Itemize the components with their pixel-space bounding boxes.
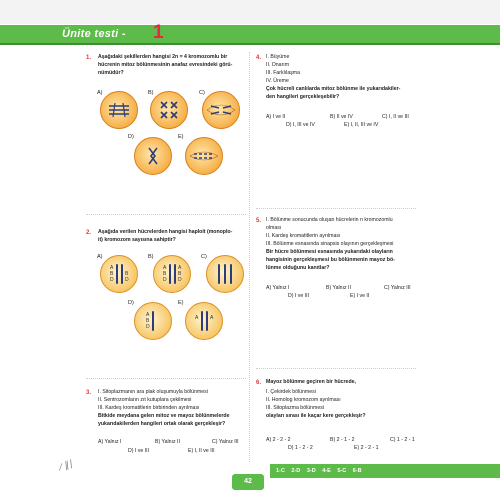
q6-items — [266, 378, 436, 420]
q3-items — [98, 388, 248, 428]
q4-item: III. Farklılaşma — [266, 70, 301, 76]
decorative-mark: ⁄ ∥∣ — [58, 458, 75, 472]
q4-item: II. Onarım — [266, 62, 290, 68]
chromosome — [218, 264, 220, 284]
q6-answer-d[interactable]: D) 1 - 2 - 2 — [288, 445, 313, 451]
gene-letter: A — [195, 315, 199, 321]
chromosome — [169, 264, 171, 284]
q3-item: I. Sitoplazmanın ara plak oluşumuyla bölünmesi — [98, 389, 208, 395]
gene-letter: B — [125, 271, 129, 277]
q5-item: olması — [266, 225, 282, 231]
gene-letter: D — [125, 277, 129, 283]
q1-option-e-label: E) — [178, 134, 184, 140]
q5-question-line: hangisinin gerçekleşmesi bu bölünmenin mayoz bö- — [266, 257, 395, 263]
q6-number: 6. — [256, 380, 262, 386]
q5-answer-a[interactable]: A) Yalnız I — [266, 285, 290, 291]
q1-text-line: Aşağıdaki şekillerden hangisi 2n = 4 kromozomlu bir — [98, 54, 228, 60]
q4-question-line: den hangileri gerçekleşebilir? — [266, 94, 340, 100]
q5-items — [266, 216, 436, 272]
q3-question-line: Bitkide meydana gelen mitoz ve mayoz bölünmelerde — [98, 413, 230, 419]
q2-option-b-cell[interactable] — [153, 255, 191, 293]
chromosome — [230, 264, 232, 284]
gene-letter: D — [146, 324, 150, 330]
unit-test-number: 1 — [153, 22, 164, 43]
q4-items — [266, 53, 431, 101]
q2-option-a-cell[interactable] — [100, 255, 138, 293]
q4-answer-b[interactable]: B) II ve IV — [330, 114, 353, 120]
gene-letter: B — [178, 271, 182, 277]
q5-answer-e[interactable]: E) I ve II — [350, 293, 370, 299]
q6-item: I. Çekirdek bölünmesi — [266, 389, 316, 395]
q5-answer-b[interactable]: B) Yalnız II — [326, 285, 351, 291]
gene-letter: A — [110, 265, 114, 271]
chromosome — [152, 311, 154, 331]
q5-item: III. Bölünme esnasında sinapsis olayının gerçekleşmesi — [266, 241, 394, 247]
q1-option-a-chromosomes — [101, 92, 137, 128]
q4-answer-a[interactable]: A) I ve II — [266, 114, 286, 120]
q6-answer-a[interactable]: A) 2 - 2 - 2 — [266, 437, 291, 443]
answer-key-item: 1-C — [276, 468, 285, 474]
q2-option-a-label: A) — [97, 254, 103, 260]
q5-question-line: Bir hücre bölünmesi esnasında yukarıdaki olayların — [266, 249, 393, 255]
answer-key-item: 6-B — [352, 468, 362, 474]
q1-option-b-cell[interactable] — [150, 91, 188, 129]
gene-letter: A — [146, 312, 150, 318]
q1-text-line: nümüdür? — [98, 70, 124, 76]
q1-number: 1. — [86, 55, 92, 61]
q2-option-e-label: E) — [178, 300, 184, 306]
answer-key-item: 2-D — [291, 468, 301, 474]
unit-test-title: Ünite testi - — [62, 28, 126, 40]
chromosome — [206, 311, 208, 331]
gene-letter: D — [163, 277, 167, 283]
divider-q1-q2 — [86, 214, 246, 215]
q3-answer-d[interactable]: D) I ve III — [128, 448, 150, 454]
gene-letter: A — [163, 265, 167, 271]
q2-option-d-label: D) — [128, 300, 134, 306]
chromosome — [121, 264, 123, 284]
q3-item: II. Sentrozomların zıt kutuplara çekilmesi — [98, 397, 192, 403]
column-divider — [249, 52, 250, 462]
q3-number: 3. — [86, 390, 92, 396]
q1-option-e-cell[interactable] — [185, 137, 223, 175]
page-number: 42 — [232, 474, 264, 490]
q1-option-c-label: C) — [199, 90, 205, 96]
q5-question-line: lünme olduğunu kanıtlar? — [266, 265, 330, 271]
q1-text — [98, 53, 248, 77]
q2-number: 2. — [86, 230, 92, 236]
q4-answer-e[interactable]: E) I, II, III ve IV — [344, 122, 379, 128]
gene-letter: D — [110, 277, 114, 283]
q3-item: III. Kardeş kromatitlerin birbirinden ayrılması — [98, 405, 200, 411]
q6-item: III. Sitoplazma bölünmesi — [266, 405, 324, 411]
q4-item: I. Büyüme — [266, 54, 290, 60]
gene-letter: B — [163, 271, 167, 277]
chromosome — [116, 264, 118, 284]
q3-answer-b[interactable]: B) Yalnız II — [155, 439, 180, 445]
answer-key-item: 5-C — [337, 468, 347, 474]
gene-letter: A — [210, 315, 214, 321]
chromosome — [201, 311, 203, 331]
q5-answer-d[interactable]: D) I ve III — [288, 293, 310, 299]
q5-answer-c[interactable]: C) Yalnız III — [384, 285, 411, 291]
header-background — [0, 0, 500, 24]
q1-option-a-cell[interactable] — [100, 91, 138, 129]
divider-q5-q6 — [256, 368, 416, 369]
q2-text — [98, 228, 248, 244]
chromosome — [224, 264, 226, 284]
q4-item: IV. Üreme — [266, 78, 289, 84]
q1-option-c-cell[interactable] — [202, 91, 240, 129]
q4-answer-d[interactable]: D) I, III ve IV — [286, 122, 315, 128]
q2-text-line: it) kromozom sayısına sahiptir? — [98, 237, 176, 243]
q3-answer-c[interactable]: C) Yalnız III — [212, 439, 239, 445]
q4-question-line: Çok hücreli canlılarda mitoz bölünme ile yukarıdakiler- — [266, 86, 401, 92]
divider-q4-q5 — [256, 208, 416, 209]
divider-q2-q3 — [86, 378, 246, 379]
q4-answer-c[interactable]: C) I, II ve III — [382, 114, 409, 120]
q1-option-c-chromosomes — [203, 92, 239, 128]
q1-text-line: hücrenin mitoz bölünmesinin anafaz evresindeki görü- — [98, 62, 233, 68]
q2-text-line: Aşağıda verilen hücrelerden hangisi haploit (monoplo- — [98, 229, 233, 235]
gene-letter: B — [110, 271, 114, 277]
q3-answer-e[interactable]: E) I, II ve III — [188, 448, 215, 454]
q6-answer-e[interactable]: E) 2 - 2 - 1 — [354, 445, 379, 451]
q4-number: 4. — [256, 55, 262, 61]
q2-option-d-cell[interactable] — [134, 302, 172, 340]
answer-key-bar — [270, 464, 500, 478]
q3-question-line: yukarıdakilerden hangileri ortak olarak gerçekleşir? — [98, 421, 226, 427]
q5-number: 5. — [256, 218, 262, 224]
q6-intro: Mayoz bölünme geçiren bir hücrede, — [266, 379, 356, 385]
q6-item: II. Homolog kromozom ayrılması — [266, 397, 341, 403]
q1-option-b-label: B) — [148, 90, 154, 96]
q6-answer-c[interactable]: C) 1 - 2 - 1 — [390, 437, 415, 443]
answer-key-item: 3-D — [306, 468, 316, 474]
q1-option-b-chromosomes — [151, 92, 187, 128]
gene-letter: B — [146, 318, 150, 324]
q5-item: I. Bölünme sonucunda oluşan hücrelerin n kromozomlu — [266, 217, 393, 223]
q2-option-b-label: B) — [148, 254, 154, 260]
q5-item: II. Kardeş kromatitlerin ayrılması — [266, 233, 341, 239]
q1-option-d-cell[interactable] — [134, 137, 172, 175]
q6-question: olayları sırası ile kaçar kere gerçekleşir? — [266, 413, 366, 419]
q2-option-c-label: C) — [201, 254, 207, 260]
q1-option-a-label: A) — [97, 90, 103, 96]
q2-option-c-cell[interactable] — [206, 255, 244, 293]
q1-option-d-label: D) — [128, 134, 134, 140]
q2-option-e-cell[interactable] — [185, 302, 223, 340]
gene-letter: A — [178, 265, 182, 271]
q1-option-d-chromosomes — [135, 138, 171, 174]
q1-option-e-chromosomes — [186, 138, 222, 174]
gene-letter: D — [178, 277, 182, 283]
title-bar-stripe — [0, 43, 500, 45]
q3-answer-a[interactable]: A) Yalnız I — [98, 439, 122, 445]
answer-key-item: 4-E — [322, 468, 331, 474]
q6-answer-b[interactable]: B) 2 - 1 - 2 — [330, 437, 355, 443]
chromosome — [174, 264, 176, 284]
